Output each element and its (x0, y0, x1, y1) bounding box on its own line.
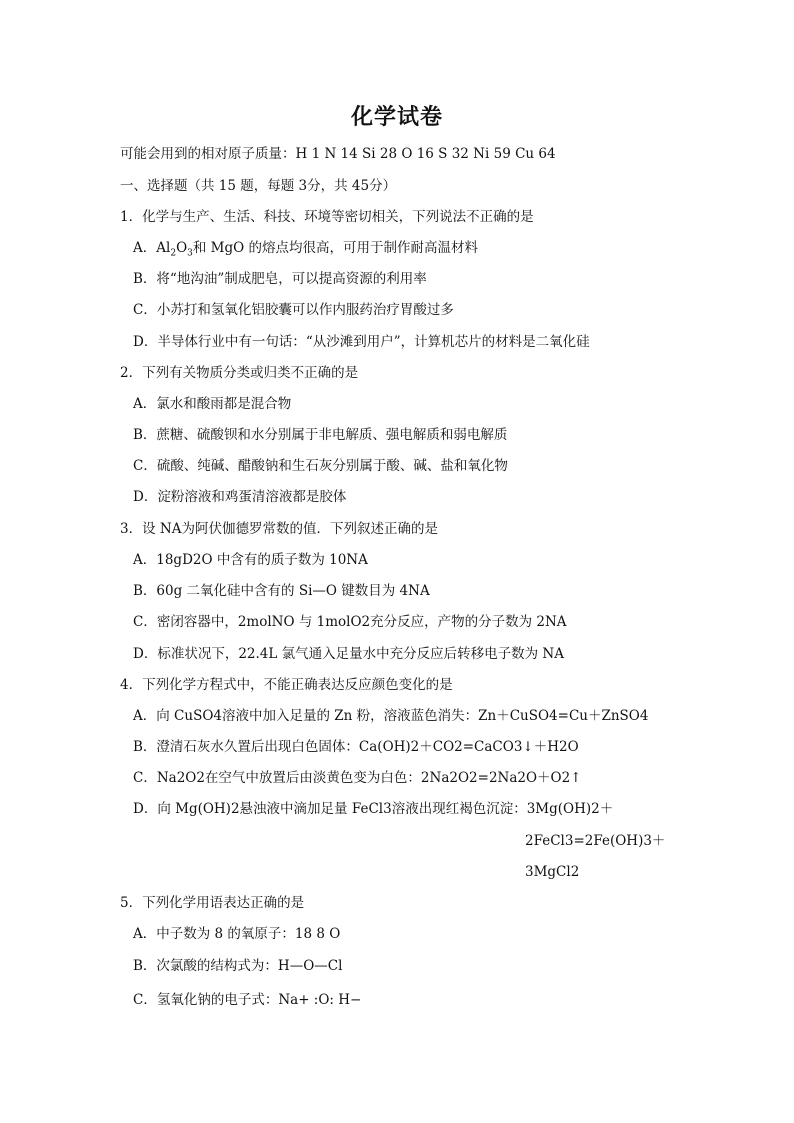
question-4-option-c: C．Na2O2在空气中放置后由淡黄色变为白色：2Na2O2=2Na2O＋O2↑ (133, 770, 582, 786)
question-2-option-a: A．氯水和酸雨都是混合物 (133, 396, 292, 412)
question-1-option-c: C．小苏打和氢氧化铝胶囊可以作内服药治疗胃酸过多 (133, 302, 454, 318)
question-1-option-b: B．将“地沟油”制成肥皂，可以提高资源的利用率 (133, 271, 427, 287)
question-2-option-d: D．淀粉溶液和鸡蛋清溶液都是胶体 (133, 489, 347, 505)
page-title: 化学试卷 (350, 104, 443, 130)
question-1-option-a-tail: 的熔点均很高，可用于制作耐高温材料 (248, 240, 478, 256)
question-4-option-d-line3: 3MgCl2 (525, 864, 580, 880)
question-3-option-a: A．18gD2O 中含有的质子数为 10NA (133, 552, 368, 568)
question-1-stem: 1．化学与生产、生活、科技、环境等密切相关，下列说法不正确的是 (120, 209, 534, 225)
question-4-option-d-line2: 2FeCl3=2Fe(OH)3＋ (525, 833, 666, 849)
question-1-option-a: A．$Al_2O_3$和 MgO 的熔点均很高，可用于制作耐高温材料 (133, 240, 478, 259)
question-5-option-c: C．氢氧化钠的电子式：Na+ :O: H− (133, 992, 362, 1008)
question-4-option-b: B．澄清石灰水久置后出现白色固体：Ca(OH)2＋CO2=CaCO3↓＋H2O (133, 739, 579, 755)
question-3-option-c: C．密闭容器中，2molNO 与 1molO2充分反应，产物的分子数为 2NA (133, 614, 567, 630)
section-heading: 一、选择题（共 15 题，每题 3分，共 45分） (120, 178, 397, 194)
question-3-option-b: B．60g 二氧化硅中含有的 Si—O 键数目为 4NA (133, 583, 430, 599)
question-2-option-c: C．硫酸、纯碱、醋酸钠和生石灰分别属于酸、碱、盐和氧化物 (133, 458, 508, 474)
question-4-option-d-line1: D．向 Mg(OH)2悬浊液中滴加足量 FeCl3溶液出现红褐色沉淀：3Mg(OH)2＋ (133, 801, 614, 817)
question-5-stem: 5．下列化学用语表达正确的是 (120, 895, 305, 911)
question-1-option-d: D．半导体行业中有一句话：“从沙滩到用户”，计算机芯片的材料是二氧化硅 (133, 334, 590, 350)
question-4-stem: 4．下列化学方程式中，不能正确表达反应颜色变化的是 (120, 677, 453, 693)
atomic-masses-line: 可能会用到的相对原子质量：H 1 N 14 Si 28 O 16 S 32 Ni 59 Cu 64 (120, 146, 556, 162)
question-2-option-b: B．蔗糖、硫酸钡和水分别属于非电解质、强电解质和弱电解质 (133, 427, 508, 443)
question-3-option-d: D．标准状况下，22.4L 氯气通入足量水中充分反应后转移电子数为 NA (133, 646, 564, 662)
question-5-option-b: B．次氯酸的结构式为：H—O—Cl (133, 958, 343, 974)
question-2-stem: 2．下列有关物质分类或归类不正确的是 (120, 365, 359, 381)
question-5-option-a: A．中子数为 8 的氧原子：18 8 O (133, 926, 341, 942)
question-3-stem: 3．设 NA为阿伏伽德罗常数的值．下列叙述正确的是 (120, 521, 438, 537)
question-4-option-a: A．向 CuSO4溶液中加入足量的 Zn 粉，溶液蓝色消失：Zn＋CuSO4=Cu＋ZnSO4 (133, 708, 649, 724)
